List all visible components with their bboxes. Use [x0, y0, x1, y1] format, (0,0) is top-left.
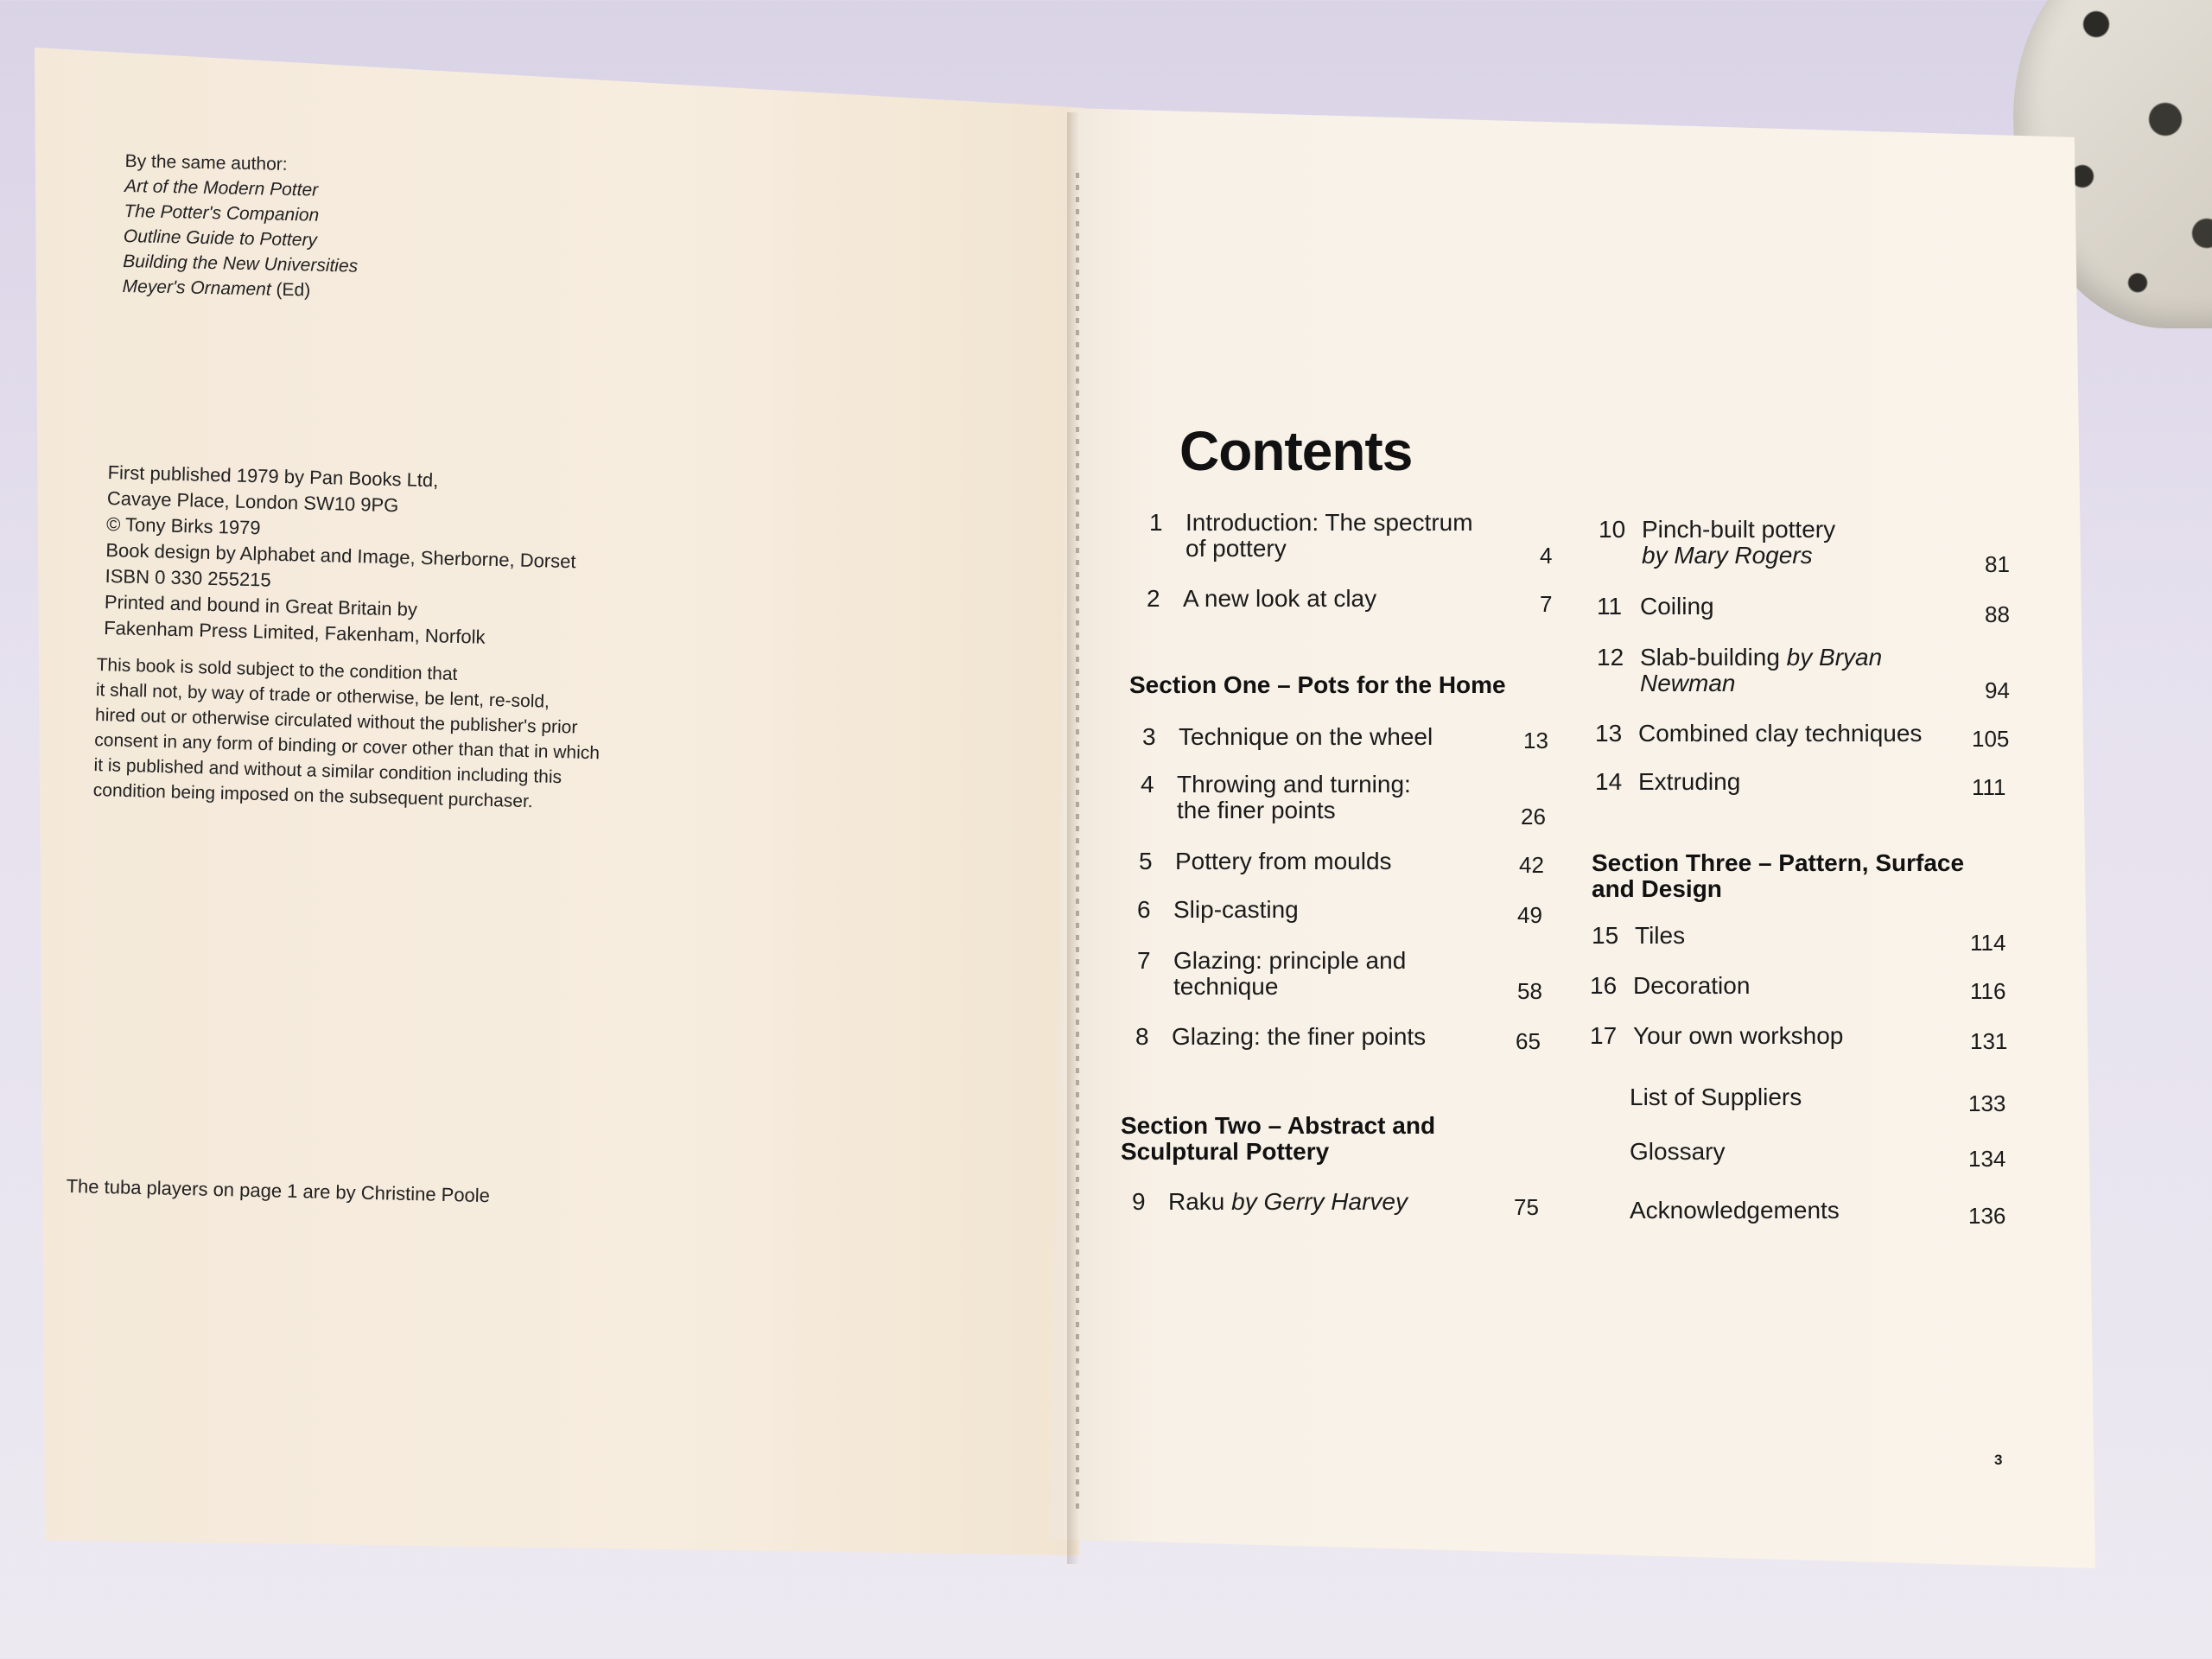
toc-number: 11 [1597, 593, 1623, 620]
toc-entry-9 [1132, 1189, 1408, 1215]
spine-stitching [1076, 173, 1079, 1512]
imprint-block [104, 460, 578, 652]
toc-number: 12 [1597, 644, 1624, 671]
toc-title: Introduction: The spectrum [1185, 509, 1473, 536]
toc-title: Coiling [1640, 593, 1714, 620]
toc-title: Tiles [1635, 922, 1686, 949]
toc-entry-10 [1599, 517, 1835, 569]
toc-page-number: 134 [1968, 1146, 2006, 1172]
toc-entry-4 [1141, 772, 1411, 823]
toc-title-cont: technique [1173, 973, 1279, 1000]
toc-number: 7 [1137, 947, 1151, 974]
toc-number: 13 [1595, 720, 1623, 747]
toc-number: 3 [1142, 723, 1156, 750]
toc-page-number: 42 [1519, 852, 1544, 878]
toc-entry-2 [1147, 586, 1376, 612]
toc-entry-acknowledgements: Acknowledgements [1630, 1197, 1840, 1224]
condition-line: consent in any form of binding or cover other than that in which [94, 729, 601, 764]
toc-title: Glazing: the finer points [1172, 1023, 1427, 1050]
toc-number: 17 [1590, 1022, 1618, 1049]
toc-contributor: by Bryan [1786, 644, 1883, 671]
imprint-line: First published 1979 by Pan Books Ltd, [107, 461, 439, 492]
toc-title-cont: of pottery [1185, 535, 1287, 562]
imprint-line: ISBN 0 330 255215 [105, 564, 272, 591]
toc-page-number: 131 [1970, 1028, 2008, 1054]
toc-title: Raku [1168, 1188, 1225, 1215]
section-two-heading [1121, 1113, 1435, 1165]
toc-page-number: 75 [1514, 1194, 1539, 1220]
toc-entry-17 [1590, 1023, 1843, 1049]
editor-suffix: (Ed) [276, 279, 311, 301]
toc-number: 8 [1135, 1023, 1149, 1050]
toc-title: Pinch-built pottery [1642, 516, 1836, 543]
toc-number: 10 [1599, 516, 1626, 543]
imprint-line: Book design by Alphabet and Image, Sherborne, Dorset [105, 538, 576, 573]
toc-page-number: 114 [1970, 930, 2006, 956]
imprint-line: Cavaye Place, London SW10 9PG [106, 486, 399, 517]
author-title-row [122, 274, 358, 304]
author-title: Art of the Modern Potter [124, 175, 319, 200]
toc-number: 1 [1149, 509, 1163, 536]
toc-entry-glossary: Glossary [1630, 1138, 1726, 1165]
author-title: Building the New Universities [123, 251, 359, 276]
toc-entry-6 [1137, 897, 1299, 923]
toc-title: Your own workshop [1633, 1022, 1844, 1049]
toc-number: 6 [1137, 896, 1151, 923]
toc-page-number: 49 [1517, 902, 1542, 928]
toc-title: Pottery from moulds [1175, 848, 1392, 874]
toc-title: Slip-casting [1173, 896, 1299, 923]
same-author-heading: By the same author: [124, 150, 288, 175]
toc-number: 14 [1595, 768, 1623, 795]
toc-page-number: 111 [1972, 774, 2006, 800]
toc-entry-7 [1137, 948, 1406, 1000]
toc-title: Decoration [1633, 972, 1751, 999]
toc-number: 16 [1590, 972, 1618, 999]
section-one-heading: Section One – Pots for the Home [1129, 671, 1506, 698]
section-heading-line: and Design [1592, 875, 1722, 902]
toc-page-number: 105 [1972, 726, 2010, 752]
section-heading-line: Section Two – Abstract and [1121, 1112, 1436, 1139]
imprint-line: Printed and bound in Great Britain by [104, 590, 418, 620]
toc-entry-12 [1597, 645, 1882, 696]
toc-entry-16 [1590, 973, 1750, 999]
toc-entry-13 [1595, 721, 1922, 747]
toc-page-number: 88 [1985, 601, 2010, 627]
condition-line: hired out or otherwise circulated without the publisher's prior [94, 704, 578, 738]
condition-line: it is published and without a similar condition including this [93, 754, 563, 788]
section-heading-line: Section Three – Pattern, Surface [1592, 849, 1965, 876]
toc-contributor-cont: Newman [1640, 670, 1736, 696]
toc-page-number: 65 [1516, 1028, 1541, 1054]
toc-contributor: by Mary Rogers [1642, 542, 1813, 569]
condition-block [92, 652, 601, 816]
toc-number: 15 [1592, 922, 1619, 949]
same-author-block [122, 149, 360, 304]
toc-number: 5 [1139, 848, 1153, 874]
toc-number: 2 [1147, 585, 1160, 612]
toc-number: 9 [1132, 1188, 1146, 1215]
toc-title: Technique on the wheel [1179, 723, 1433, 750]
toc-number: 4 [1141, 771, 1154, 798]
toc-entry-15 [1592, 923, 1685, 949]
toc-entry-1 [1149, 510, 1473, 562]
toc-page-number: 58 [1517, 978, 1542, 1004]
illustration-credit: The tuba players on page 1 are by Christine Poole [66, 1174, 491, 1207]
condition-line: This book is sold subject to the condition that [96, 654, 458, 684]
condition-line: it shall not, by way of trade or otherwise, be lent, re-sold, [95, 679, 550, 712]
toc-title-cont: the finer points [1177, 797, 1336, 823]
toc-entry-14 [1595, 769, 1740, 795]
contents-title: Contents [1179, 420, 1413, 482]
author-title: Outline Guide to Pottery [123, 226, 318, 251]
toc-title: Slab-building [1640, 644, 1780, 671]
right-page [1050, 108, 2095, 1568]
toc-page-number: 116 [1970, 978, 2006, 1004]
toc-page-number: 133 [1968, 1090, 2006, 1116]
toc-title: A new look at clay [1183, 585, 1377, 612]
toc-title: Throwing and turning: [1177, 771, 1411, 798]
condition-line: condition being imposed on the subsequent purchaser. [92, 779, 533, 812]
toc-entry-8 [1135, 1024, 1426, 1050]
toc-title: Glazing: principle and [1173, 947, 1407, 974]
author-title: Meyer's Ornament [122, 276, 271, 300]
imprint-line: Fakenham Press Limited, Fakenham, Norfolk [103, 616, 486, 648]
imprint-line: © Tony Birks 1979 [105, 512, 261, 539]
toc-page-number: 7 [1540, 591, 1553, 617]
page-folio: 3 [1994, 1452, 2003, 1468]
section-heading-line: Sculptural Pottery [1121, 1138, 1330, 1165]
toc-page-number: 26 [1521, 804, 1546, 830]
toc-entry-5 [1139, 849, 1392, 874]
toc-page-number: 4 [1540, 543, 1553, 569]
toc-page-number: 136 [1968, 1203, 2006, 1229]
toc-title: Extruding [1638, 768, 1741, 795]
author-title: The Potter's Companion [124, 200, 320, 226]
toc-page-number: 81 [1985, 551, 2010, 577]
toc-entry-11 [1597, 594, 1714, 620]
section-three-heading [1592, 850, 1964, 902]
toc-page-number: 94 [1985, 677, 2010, 703]
toc-entry-3 [1142, 724, 1433, 750]
toc-title: Combined clay techniques [1638, 720, 1923, 747]
toc-page-number: 13 [1523, 728, 1548, 753]
toc-contributor: by Gerry Harvey [1231, 1188, 1408, 1215]
toc-entry-suppliers: List of Suppliers [1630, 1084, 1802, 1110]
